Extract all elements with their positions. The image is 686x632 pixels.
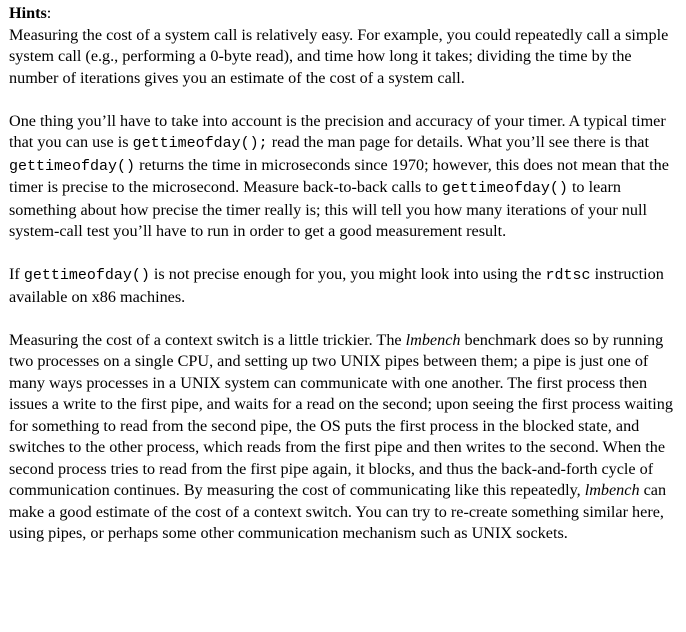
- p4-text-1: Measuring the cost of a context switch is a little trickier. The: [9, 330, 406, 349]
- p3-code-rdtsc: rdtsc: [545, 267, 591, 284]
- p4-italic-lmbench-2: lmbench: [584, 481, 640, 499]
- p2-code-gettimeofday-1: gettimeofday();: [132, 135, 268, 152]
- hints-heading-line: [9, 3, 676, 25]
- p2-code-gettimeofday-2: gettimeofday(): [9, 157, 136, 175]
- p2-text-4: to learn something about how precise the timer really is; this will tell you how many iterations of your null system-call test you’ll have to run in order to get a good measurement result.: [9, 178, 647, 240]
- p2-text-3: returns the time in microseconds since 1970; however, this does not mean that the timer is precise to the microsecond. Measure back-to-back calls to: [9, 155, 669, 196]
- paragraph-system-call-cost: [9, 25, 676, 90]
- p1-text: Measuring the cost of a system call is relatively easy. For example, you could repeatedly call a simple system call (e.g., performing a 0-byte read), and time how long it takes; dividing the time by the number of iterations gives you an estimate of the cost of a system call.: [9, 25, 669, 87]
- p3-code-gettimeofday: gettimeofday(): [23, 267, 150, 284]
- paragraph-rdtsc: [9, 264, 676, 308]
- p4-italic-lmbench-1: lmbench: [405, 330, 461, 349]
- paragraph-timer-precision: [9, 111, 676, 243]
- p2-text-1: One thing you’ll have to take into account is the precision and accuracy of your timer. A typical timer that you can use is: [9, 111, 666, 151]
- hints-heading-colon: :: [46, 4, 52, 22]
- p2-text-2: read the man page for details. What you’ll see there is that: [267, 133, 649, 151]
- p4-text-2: benchmark does so by running two processes on a single CPU, and setting up two UNIX pipes between them; a pipe is just one of many ways processes in a UNIX system can communicate with one another. The first process then issues a write to the first pipe, and waits for a read on the second; upon seeing the first process waiting for something to read from the second pipe, the OS puts the first process in the blocked state, and switches to the other process, which reads from the first pipe and then writes to the second. When the second process tries to read from the first pipe again, it blocks, and thus the back-and-forth cycle of communication continues. By measuring the cost of communicating like this repeatedly,: [9, 330, 673, 499]
- p3-text-3: instruction available on x86 machines.: [9, 265, 664, 306]
- p3-text-1: If: [9, 265, 24, 283]
- p2-code-gettimeofday-3: gettimeofday(): [441, 180, 568, 197]
- p3-text-2: is not precise enough for you, you might look into using the: [149, 265, 546, 283]
- paragraph-context-switch: [9, 330, 676, 545]
- p4-text-3: can make a good estimate of the cost of a context switch. You can try to re-create something similar here, using pipes, or perhaps some other communication mechanism such as UNIX sockets.: [9, 481, 667, 542]
- hints-heading: Hints: [9, 4, 47, 22]
